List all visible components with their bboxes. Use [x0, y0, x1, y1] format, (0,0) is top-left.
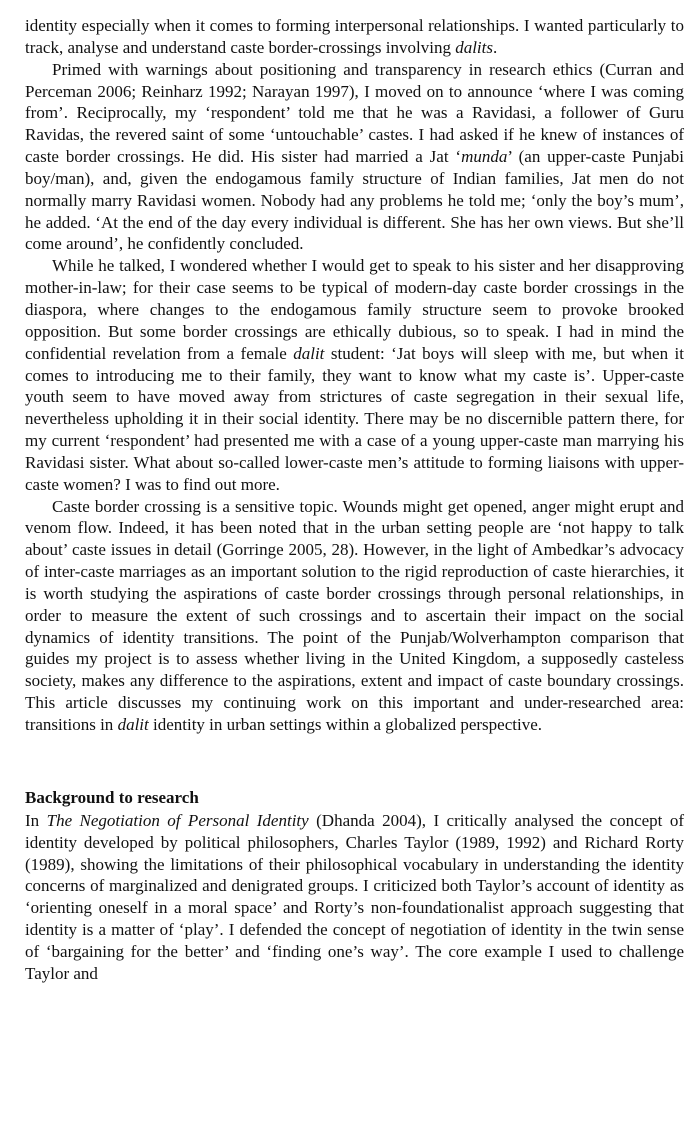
paragraph-1: identity especially when it comes to forming interpersonal relationships. I wanted particularly to track, analyse and understand caste border-crossings involving dalits. — [25, 16, 684, 57]
paragraph-4: Caste border crossing is a sensitive topic. Wounds might get opened, anger might erupt and venom flow. Indeed, it has been noted that in the urban setting people are ‘not happy to talk about’ caste issues in detail (Gorringe 2005, 28). However, in the light of Ambedkar’s advocacy of inter-caste marriages as an important solution to the rigid reproduction of caste hierarchies, it is worth studying the aspirations of caste border crossings through personal relationships, in order to measure the extent of such crossings and to ascertain their impact on the social dynamics of identity transitions. The point of the Punjab/Wolverhampton comparison that guides my project is to assess whether living in the United Kingdom, a supposedly casteless society, makes any difference to the aspirations, extent and impact of caste boundary crossings. This article discusses my continuing work on this important and under-researched area: transitions in dalit identity in urban settings within a globalized perspective. — [25, 496, 684, 734]
section-heading: Background to research — [25, 787, 199, 807]
italic-text: dalits — [455, 37, 493, 57]
section-paragraph: In The Negotiation of Personal Identity (Dhanda 2004), I critically analysed the concept of identity developed by political philosophers, Charles Taylor (1989, 1992) and Richard Rorty (1989), showing the limitations of their philosophical vocabulary in understanding the identity concerns of marginalized and denigrated groups. I criticized both Taylor’s account of identity as ‘orienting oneself in a moral space’ and Rorty’s non-foundationalist approach suggesting that identity is a matter of ‘play’. I defended the concept of negotiation of identity in the twin sense of ‘bargaining for the better’ and ‘finding one’s way’. The core example I used to challenge Taylor and — [25, 810, 684, 983]
paragraph-3: While he talked, I wondered whether I would get to speak to his sister and her disapproving mother-in-law; for their case seems to be typical of modern-day caste border crossings in the diaspora, where changes to the endogamous family structure seem to provoke brooked opposition. But some border crossings are ethically dubious, so to speak. I had in mind the confidential revelation from a female dalit student: ‘Jat boys will sleep with me, but when it comes to introducing me to their family, they want to know what my caste is’. Upper-caste youth seem to have moved away from strictures of caste segregation in their sexual life, nevertheless upholding it in their social identity. There may be no discernible pattern there, for my current ‘respondent’ had presented me with a case of a young upper-caste man marrying his Ravidasi sister. What about so-called lower-caste men’s attitude to forming liaisons with upper-caste women? I was to find out more. — [25, 256, 684, 494]
italic-text: dalit — [293, 343, 325, 363]
italic-text: munda — [461, 147, 508, 167]
italic-text: dalit — [117, 715, 149, 734]
italic-text: The Negotiation of Personal Identity — [46, 810, 309, 830]
paragraph-2: Primed with warnings about positioning and transparency in research ethics (Curran and Perceman 2006; Reinharz 1992; Narayan 1997), I moved on to announce ‘where I was coming from’. Reciprocally, my ‘respondent’ told me that he was a Ravidasi, a follower of Guru Ravidas, the revered saint of some ‘untouchable’ castes. I had asked if he knew of instances of caste border crossings. He did. His sister had married a Jat ‘munda’ (an upper-caste Punjabi boy/man), and, given the endogamous family structure of Indian families, Jat men do not normally marry Ravidasi women. Nobody had any problems he told me; ‘only the boy’s mum’, he added. ‘At the end of the day every individual is different. She has her own views. But she’ll come around’, he confidently concluded. — [25, 59, 684, 254]
